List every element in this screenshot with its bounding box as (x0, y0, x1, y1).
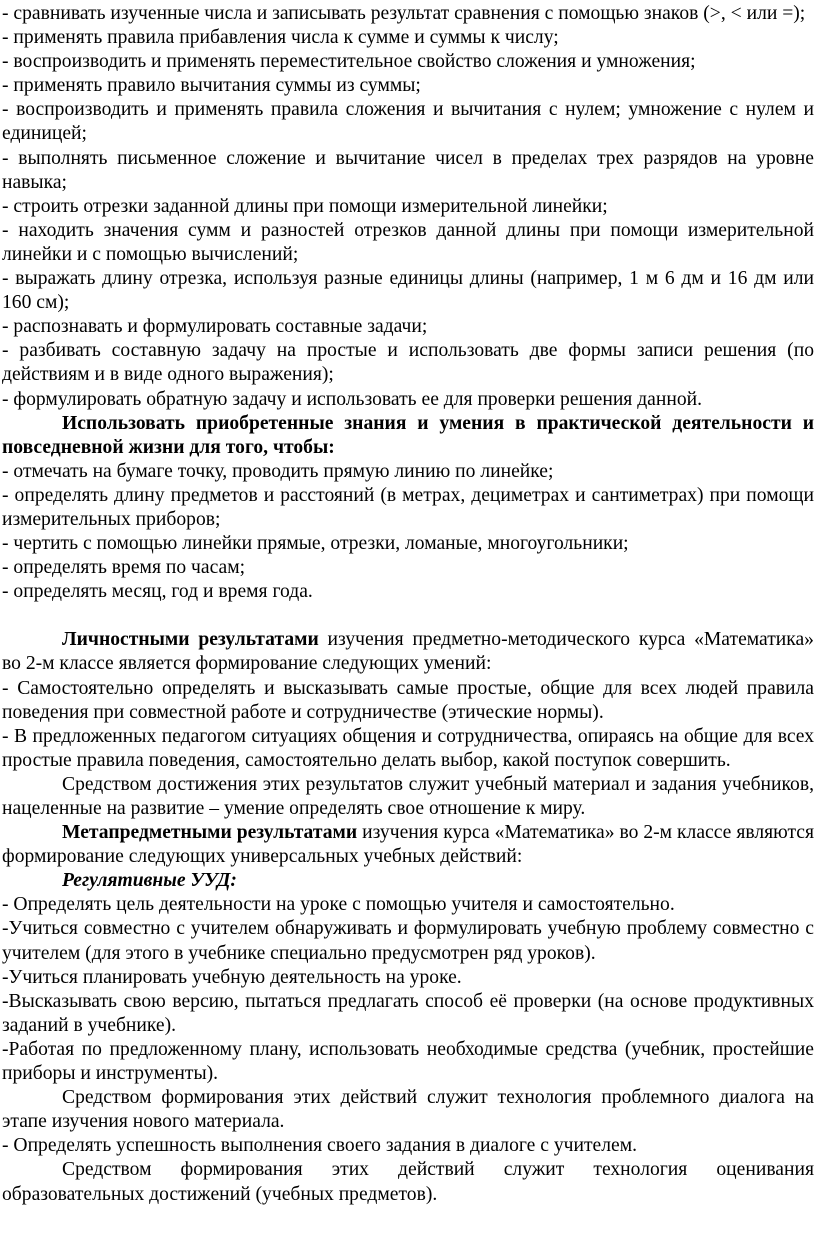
list-item: -Работая по предложенному плану, использовать необходимые средства (учебник, простейшие приборы и инструменты). (2, 1038, 814, 1085)
list-item: - сравнивать изученные числа и записывать результат сравнения с помощью знаков (>, < или =); (2, 3, 806, 24)
personal-results-paragraph (2, 628, 814, 676)
list-item: - определять время по часам; (2, 557, 246, 579)
list-item: - определять месяц, год и время года. (2, 581, 313, 603)
paragraph-gap (2, 604, 814, 628)
means-paragraph: Средством формирования этих действий служит технология оценивания образовательных достижений (учебных предметов). (2, 1159, 814, 1205)
list-item: - разбивать составную задачу на простые и использовать две формы записи решения (по действиям и в виде одного выражения); (2, 340, 814, 386)
list-item: - воспроизводить и применять правила сложения и вычитания с нулем; умножение с нулем и единицей; (2, 99, 814, 145)
list-item: -Учиться планировать учебную деятельность на уроке. (2, 966, 462, 988)
list-item: - В предложенных педагогом ситуациях общения и сотрудничества, опираясь на общие для всех простые правила поведения, самостоятельно делать выбор, какой поступок совершить. (2, 725, 814, 771)
meta-results-text: изучения курса «Математика» во 2-м классе являются формирование следующих универсальных учебных действий: (2, 822, 815, 868)
personal-results-term: Личностными результатами (62, 629, 319, 651)
list-item: - строить отрезки заданной длины при помощи измерительной линейки; (2, 195, 608, 217)
list-item: - чертить с помощью линейки прямые, отрезки, ломаные, многоугольники; (2, 533, 629, 555)
list-item: - выполнять письменное сложение и вычитание чисел в пределах трех разрядов на уровне навыка; (2, 147, 814, 193)
meta-results-paragraph (2, 821, 814, 869)
list-item: - распознавать и формулировать составные задачи; (2, 316, 428, 338)
meta-results-term: Метапредметными результатами (62, 822, 358, 844)
regulatory-heading (2, 869, 814, 893)
list-item: - отмечать на бумаге точку, проводить прямую линию по линейке; (2, 460, 554, 482)
list-item: - выражать длину отрезка, используя разные единицы длины (например, 1 м 6 дм и 16 дм или 160 см); (2, 268, 814, 314)
list-item: - определять длину предметов и расстояний (в метрах, дециметрах и сантиметрах) при помощи измерительных приборов; (2, 484, 814, 530)
regulatory-heading-text: Регулятивные УУД: (62, 870, 237, 892)
list-item: - Самостоятельно определять и высказывать самые простые, общие для всех людей правила поведения при совместной работе и сотрудничестве (этические нормы). (2, 677, 814, 723)
list-item: - применять правила прибавления числа к сумме и суммы к числу; (2, 27, 559, 49)
means-paragraph: Средством формирования этих действий служит технология проблемного диалога на этапе изучения нового материала. (2, 1087, 814, 1133)
personal-results-text: изучения предметно-методического курса «Математика» во 2-м классе является формирование следующих умений: (2, 629, 814, 675)
list-item: - применять правило вычитания суммы из суммы; (2, 75, 421, 97)
list-item: - Определять цель деятельности на уроке с помощью учителя и самостоятельно. (2, 894, 675, 916)
list-item: -Высказывать свою версию, пытаться предлагать способ её проверки (на основе продуктивных заданий в учебнике). (2, 990, 814, 1036)
list-item: - воспроизводить и применять переместительное свойство сложения и умножения; (2, 51, 696, 73)
practice-heading (2, 412, 814, 460)
list-item: - формулировать обратную задачу и использовать ее для проверки решения данной. (2, 388, 703, 410)
means-paragraph: Средством достижения этих результатов служит учебный материал и задания учебников, нацеленные на развитие – умение определять свое отношение к миру. (2, 773, 814, 819)
list-item: - находить значения сумм и разностей отрезков данной длины при помощи измерительной линейки и с помощью вычислений; (2, 219, 814, 265)
list-item: - Определять успешность выполнения своего задания в диалоге с учителем. (2, 1135, 638, 1157)
practice-heading-text: Использовать приобретенные знания и умения в практической деятельности и повседневной жизни для того, чтобы: (2, 412, 814, 458)
list-item: -Учиться совместно с учителем обнаруживать и формулировать учебную проблему совместно с учителем (для этого в учебнике специально предусмотрен ряд уроков). (2, 918, 814, 964)
